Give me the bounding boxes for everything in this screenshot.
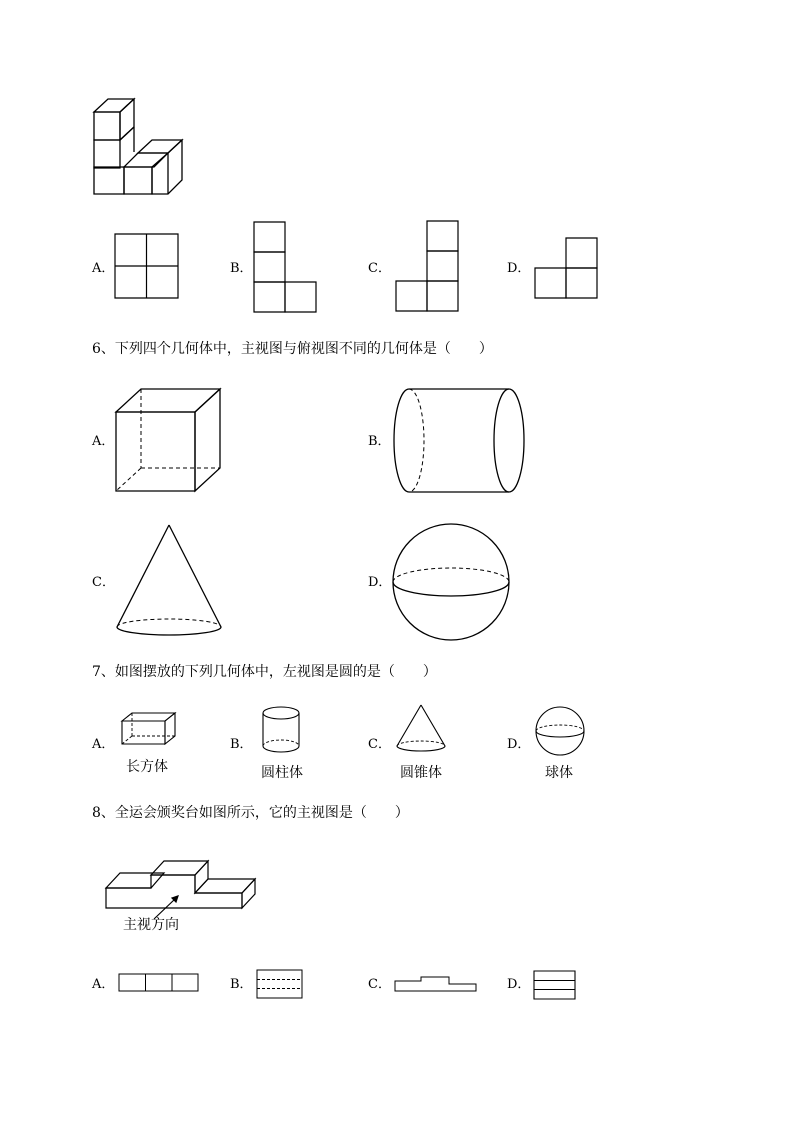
q7-option-d-sphere-figure	[533, 706, 587, 756]
q7-option-a-cuboid-figure	[120, 711, 178, 747]
q5-option-b-label: B．	[230, 261, 253, 276]
q7-option-c-label: C．	[368, 737, 391, 752]
q6-option-d-label: D．	[368, 575, 392, 590]
q8-option-b-figure	[256, 969, 304, 1000]
q8-option-d-figure	[533, 970, 577, 1001]
q6-option-d-sphere-figure	[389, 522, 513, 642]
q8-option-a-label: A．	[92, 977, 115, 992]
q8-option-b-label: B．	[230, 977, 253, 992]
q7-caption-cuboid: 长方体	[126, 759, 168, 775]
q6-option-c-label: C．	[92, 575, 115, 590]
q7-option-b-cylinder-figure	[260, 705, 302, 755]
q6-option-a-cube-figure	[113, 386, 223, 494]
q5-option-a-figure	[114, 233, 180, 300]
q7-caption-cone: 圆锥体	[400, 765, 442, 781]
q8-option-a-figure	[118, 973, 200, 993]
q7-option-d-label: D．	[507, 737, 531, 752]
q8-option-c-figure	[394, 973, 478, 993]
q7-option-a-label: A．	[92, 737, 115, 752]
question-8-stem: 8、全运会颁奖台如图所示，它的主视图是（ ）	[92, 805, 409, 821]
q5-option-a-label: A．	[92, 261, 115, 276]
q6-option-a-label: A．	[92, 434, 115, 449]
question-6-stem: 6、下列四个几何体中，主视图与俯视图不同的几何体是（ ）	[92, 341, 493, 357]
q5-option-d-label: D．	[507, 261, 531, 276]
q6-option-c-cone-figure	[113, 523, 225, 639]
q6-option-b-cylinder-figure	[391, 387, 529, 495]
q5-option-c-label: C．	[368, 261, 391, 276]
q8-option-d-label: D．	[507, 977, 531, 992]
q7-option-b-label: B．	[230, 737, 253, 752]
q5-option-c-figure	[395, 220, 461, 313]
q6-option-b-label: B．	[368, 434, 391, 449]
q8-figure-caption: 主视方向	[123, 917, 179, 933]
q5-option-b-figure	[253, 221, 319, 313]
q7-caption-cylinder: 圆柱体	[261, 765, 303, 781]
q5-option-d-figure	[534, 237, 600, 300]
q5-cube-stack-figure	[90, 95, 190, 200]
q8-option-c-label: C．	[368, 977, 391, 992]
q7-option-c-cone-figure	[395, 703, 447, 755]
q7-caption-sphere: 球体	[545, 765, 573, 781]
question-7-stem: 7、如图摆放的下列几何体中，左视图是圆的是（ ）	[92, 664, 437, 680]
